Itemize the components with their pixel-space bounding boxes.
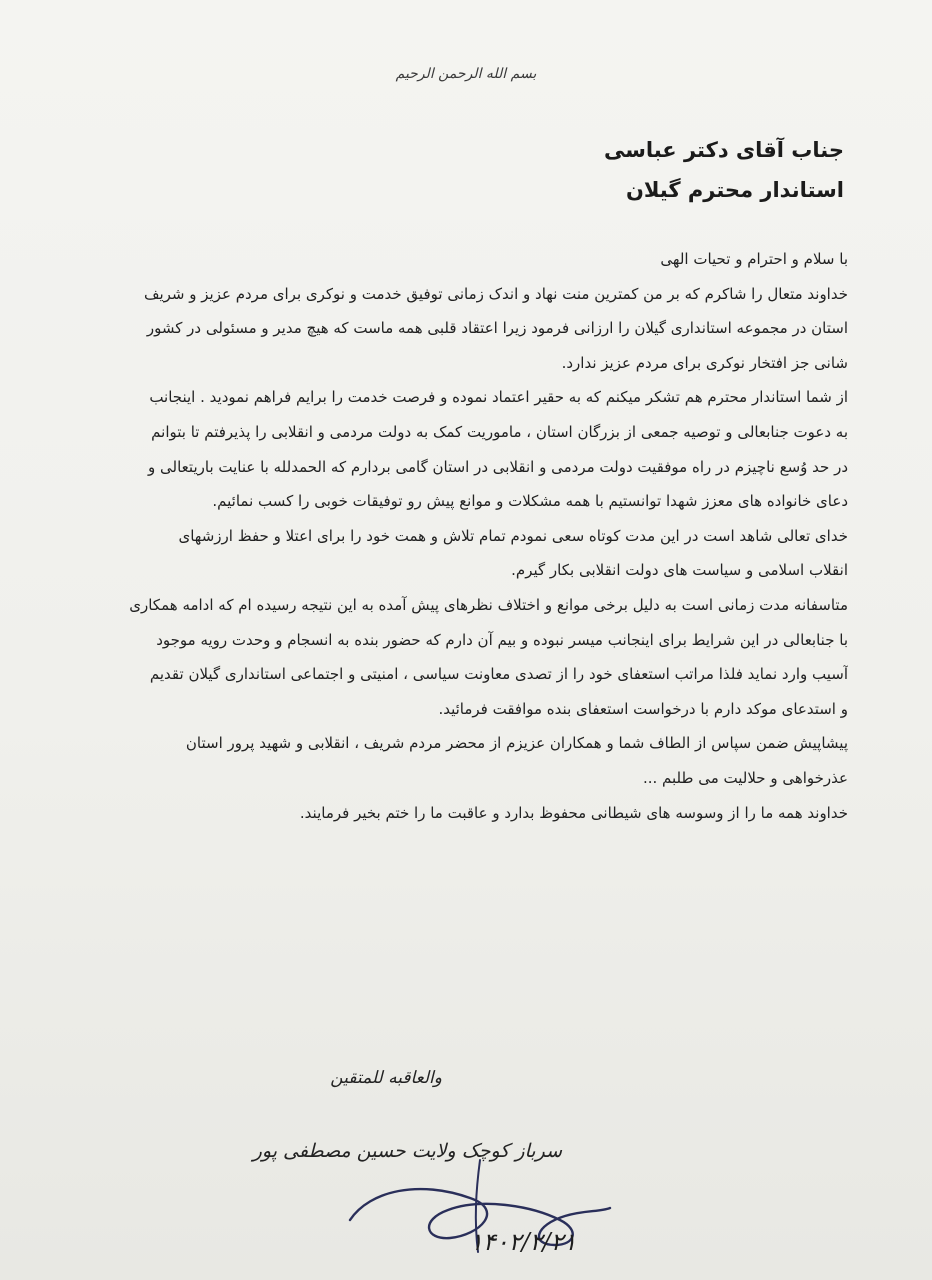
- body-line: خدای تعالی شاهد است در این مدت کوتاه سعی نمودم تمام تلاش و همت خود را برای اعتلا و حفظ ارزشهای: [178, 526, 848, 545]
- body-line: متاسفانه مدت زمانی است به دلیل برخی موانع و اختلاف نظرهای پیش آمده به این نتیجه رسیده ام که ادامه همکاری: [129, 595, 848, 614]
- body-line: خداوند متعال را شاکرم که بر من کمترین منت نهاد و اندک زمانی توفیق خدمت و نوکری برای مردم عزیز و شریف: [143, 284, 848, 303]
- date-stamp: ۱۴۰۲/۲/۲۱: [470, 1228, 577, 1256]
- signer-name: سرباز کوچک ولایت حسین مصطفی پور: [252, 1140, 562, 1162]
- body-line: دعای خانواده های معزز شهدا توانستیم با همه مشکلات و موانع پیش رو توفیقات خوبی را کسب نمائیم.: [212, 492, 848, 511]
- bismillah-heading: بسم الله الرحمن الرحیم: [395, 66, 537, 82]
- body-line: به دعوت جنابعالی و توصیه جمعی از بزرگان استان ، ماموریت کمک به دولت مردمی و انقلابی را پذیرفتم تا بتوانم: [151, 422, 848, 441]
- greeting-line: با سلام و احترام و تحیات الهی: [660, 250, 848, 268]
- body-line: آسیب وارد نماید فلذا مراتب استعفای خود را از تصدی معاونت سیاسی ، امنیتی و اجتماعی استانداری گیلان تقدیم: [149, 665, 848, 684]
- body-line: انقلاب اسلامی و سیاست های دولت انقلابی بکار گیرم.: [511, 561, 848, 580]
- closing-prayer-line: خداوند همه ما را از وسوسه های شیطانی محفوظ بدارد و عاقبت ما را ختم بخیر فرمایند.: [299, 803, 848, 822]
- body-line: در حد وُسع ناچیزم در راه موفقیت دولت مردمی و انقلابی در استان گامی بردارم که الحمدلله با عنایت باریتعالی و: [148, 457, 848, 476]
- addressee-title: استاندار محترم گیلان: [625, 178, 844, 202]
- body-line: شانی جز افتخار نوکری برای مردم عزیز ندارد.: [561, 353, 848, 372]
- addressee-block: [604, 130, 844, 210]
- letter-body: [73, 242, 848, 830]
- closing-phrase: والعاقبه للمتقین: [330, 1068, 442, 1088]
- body-line: با جنابعالی در این شرایط برای اینجانب میسر نبوده و بیم آن دارم که حضور بنده به انسجام و وحدت رویه موجود: [156, 630, 848, 649]
- addressee-name: جناب آقای دکتر عباسی: [603, 138, 844, 162]
- body-line: و استدعای موکد دارم با درخواست استعفای بنده موافقت فرمائید.: [438, 699, 848, 718]
- body-line: استان در مجموعه استانداری گیلان را ارزانی فرمود زیرا اعتقاد قلبی همه ماست که هیچ مدیر و مسئولی در کشور: [146, 319, 848, 338]
- body-line: از شما استاندار محترم هم تشکر میکنم که به حقیر اعتماد نموده و فرصت خدمت را برایم فراهم نمودید . اینجانب: [149, 388, 848, 407]
- body-line: عذرخواهی و حلالیت می طلبم ...: [642, 768, 848, 787]
- body-line: پیشاپیش ضمن سپاس از الطاف شما و همکاران عزیزم از محضر مردم شریف ، انقلابی و شهید پرور استان: [185, 734, 848, 753]
